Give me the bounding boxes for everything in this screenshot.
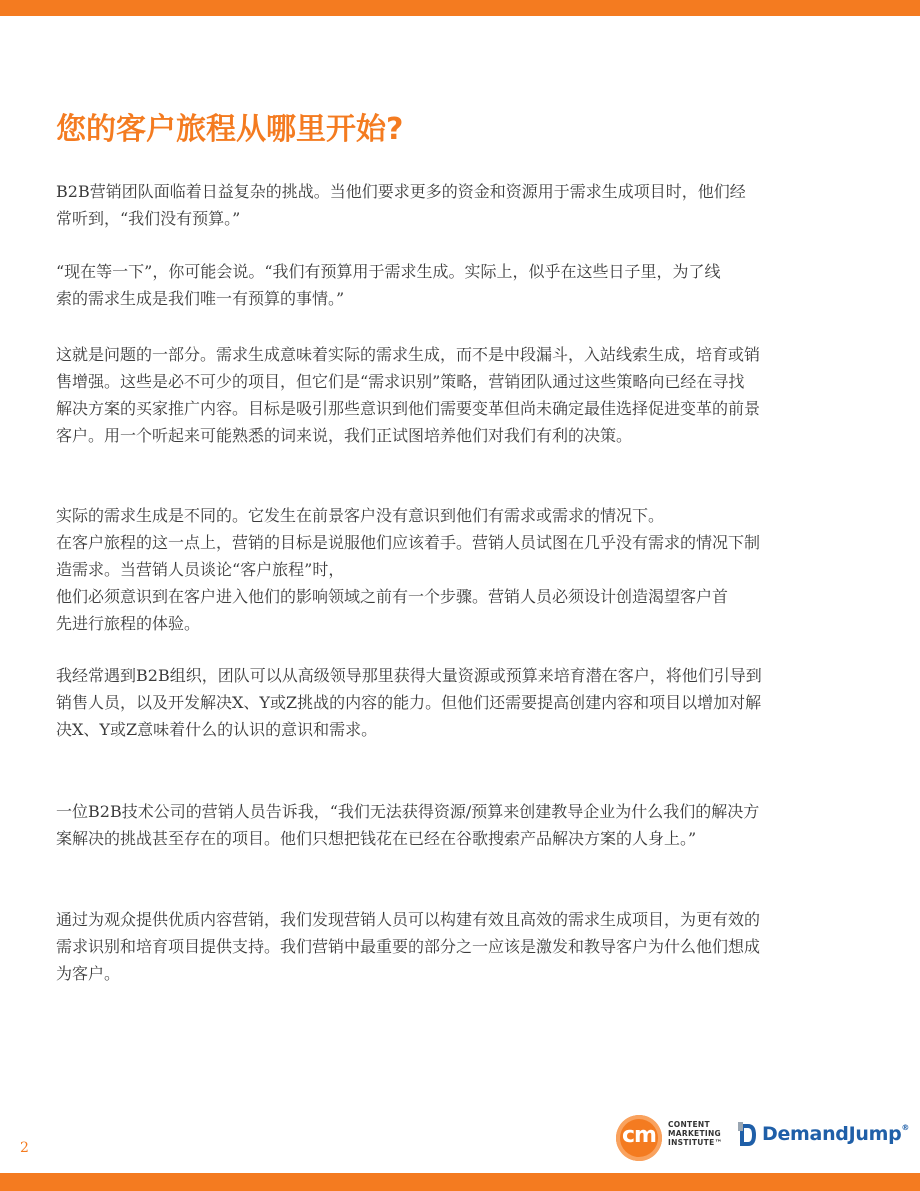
paragraph-line: 销售人员，以及开发解决X、Y或Z挑战的内容的能力。但他们还需要提高创建内容和项目以增加对解 [56, 693, 762, 712]
paragraph-line: B2B营销团队面临着日益复杂的挑战。当他们要求更多的资金和资源用于需求生成项目时，他们经 [56, 182, 746, 201]
footer-logos [616, 1113, 910, 1163]
page-title: 您的客户旅程从哪里开始? [56, 112, 404, 147]
body-paragraph [56, 178, 856, 232]
demandjump-name: DemandJump [762, 1123, 902, 1145]
page-number: 2 [20, 1140, 29, 1156]
top-accent-bar [0, 0, 920, 16]
paragraph-line: 决X、Y或Z意味着什么的认识的意识和需求。 [56, 720, 378, 739]
cmi-logo-mark: cm [622, 1123, 656, 1148]
paragraph-line: 客户。用一个听起来可能熟悉的词来说，我们正试图培养他们对我们有利的决策。 [56, 426, 633, 445]
body-paragraph [56, 258, 856, 312]
paragraph-line: 通过为观众提供优质内容营销，我们发现营销人员可以构建有效且高效的需求生成项目，为更有效的 [56, 910, 761, 929]
body-paragraph [56, 502, 856, 637]
paragraph-line: 实际的需求生成是不同的。它发生在前景客户没有意识到他们有需求或需求的情况下。 [56, 506, 665, 525]
cmi-logo-icon [616, 1115, 662, 1161]
paragraph-line: 需求识别和培育项目提供支持。我们营销中最重要的部分之一应该是激发和教导客户为什么他们想成 [56, 937, 761, 956]
cmi-logo-line: INSTITUTE™ [668, 1138, 723, 1147]
paragraph-line: “现在等一下”，你可能会说。“我们有预算用于需求生成。实际上，似乎在这些日子里，为了线 [56, 262, 721, 281]
bottom-accent-bar [0, 1173, 920, 1191]
paragraph-line: 为客户。 [56, 964, 121, 983]
demandjump-logo-icon [738, 1122, 758, 1148]
paragraph-line: 索的需求生成是我们唯一有预算的事情。” [56, 289, 345, 308]
paragraph-line: 他们必须意识到在客户进入他们的影响领域之前有一个步骤。营销人员必须设计创造渴望客户首 [56, 587, 729, 606]
body-paragraph [56, 662, 856, 743]
cmi-logo-text [668, 1120, 722, 1147]
paragraph-line: 一位B2B技术公司的营销人员告诉我，“我们无法获得资源/预算来创建教导企业为什么我们的解决方 [56, 802, 760, 821]
paragraph-line: 案解决的挑战甚至存在的项目。他们只想把钱花在已经在谷歌搜索产品解决方案的人身上。” [56, 829, 697, 848]
cmi-logo-line: CONTENT [668, 1120, 710, 1129]
body-paragraph [56, 798, 856, 852]
paragraph-line: 这就是问题的一部分。需求生成意味着实际的需求生成，而不是中段漏斗，入站线索生成，培育或销 [56, 345, 761, 364]
demandjump-registered-mark: ® [901, 1123, 910, 1132]
paragraph-line: 我经常遇到B2B组织，团队可以从高级领导那里获得大量资源或预算来培育潜在客户，将他们引导到 [56, 666, 762, 685]
paragraph-line: 售增强。这些是必不可少的项目，但它们是“需求识别”策略，营销团队通过这些策略向已经在寻找 [56, 372, 745, 391]
body-paragraph [56, 906, 856, 987]
paragraph-line: 造需求。当营销人员谈论“客户旅程”时， [56, 560, 345, 579]
paragraph-line: 先进行旅程的体验。 [56, 614, 201, 633]
paragraph-line: 解决方案的买家推广内容。目标是吸引那些意识到他们需要变革但尚未确定最佳选择促进变革的前景 [56, 399, 761, 418]
paragraph-line: 在客户旅程的这一点上，营销的目标是说服他们应该着手。营销人员试图在几乎没有需求的情况下制 [56, 533, 761, 552]
body-paragraph [56, 341, 856, 449]
demandjump-logo-text [762, 1123, 909, 1145]
paragraph-line: 常听到，“我们没有预算。” [56, 209, 241, 228]
cmi-logo-line: MARKETING [668, 1129, 722, 1138]
